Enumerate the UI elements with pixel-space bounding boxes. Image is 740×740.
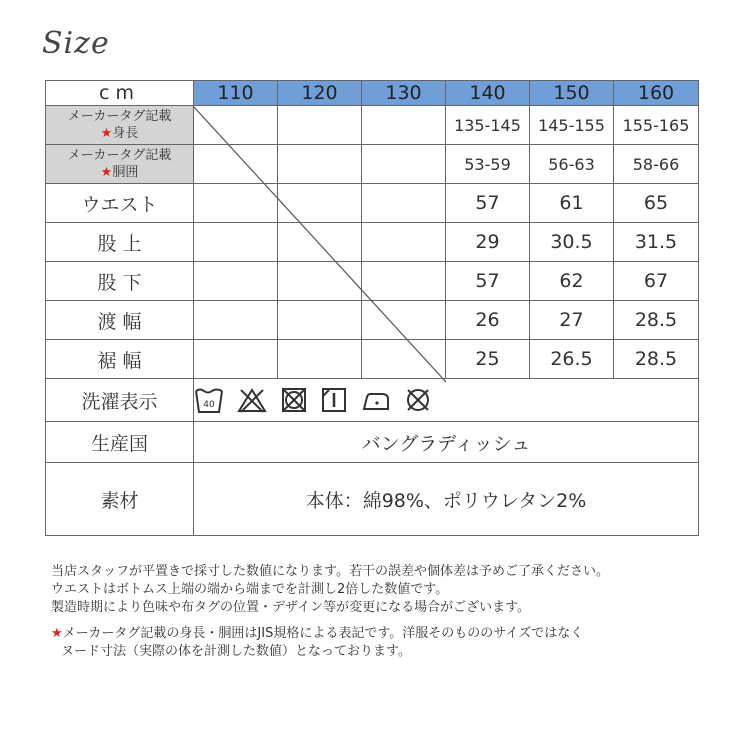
size-header-150: 150 bbox=[530, 81, 614, 106]
empty-cell bbox=[278, 340, 362, 379]
wash-row bbox=[46, 379, 699, 422]
empty-cell bbox=[194, 184, 278, 223]
wash-label: 洗濯表示 bbox=[46, 379, 194, 422]
empty-cell bbox=[278, 184, 362, 223]
table-row bbox=[46, 223, 699, 262]
empty-cell bbox=[278, 262, 362, 301]
star-icon: ★ bbox=[100, 126, 113, 141]
empty-cell bbox=[362, 301, 446, 340]
table-cell: 61 bbox=[530, 184, 614, 223]
empty-cell bbox=[362, 340, 446, 379]
country-row bbox=[46, 422, 699, 463]
size-header-160: 160 bbox=[614, 81, 699, 106]
table-cell: 62 bbox=[530, 262, 614, 301]
tag-waist-label bbox=[46, 145, 194, 184]
empty-cell bbox=[194, 106, 278, 145]
country-value: バングラディッシュ bbox=[194, 422, 699, 463]
table-cell: 28.5 bbox=[614, 340, 699, 379]
no-tumble-dry-icon bbox=[280, 386, 308, 414]
row-label-thigh: 渡 幅 bbox=[46, 301, 194, 340]
wash-40-icon bbox=[194, 386, 224, 414]
tag-height-label bbox=[46, 106, 194, 145]
empty-cell bbox=[194, 301, 278, 340]
table-cell: 27 bbox=[530, 301, 614, 340]
table-row bbox=[46, 262, 699, 301]
table-cell: 26 bbox=[446, 301, 530, 340]
table-cell: 25 bbox=[446, 340, 530, 379]
material-row bbox=[46, 463, 699, 536]
row-label-hem: 裾 幅 bbox=[46, 340, 194, 379]
table-row bbox=[46, 145, 699, 184]
country-label: 生産国 bbox=[46, 422, 194, 463]
line-dry-icon bbox=[320, 386, 348, 414]
row-label-waist: ウエスト bbox=[46, 184, 194, 223]
size-header-130: 130 bbox=[362, 81, 446, 106]
unit-label: cm bbox=[46, 81, 194, 106]
table-row bbox=[46, 301, 699, 340]
material-value: 本体：綿98%、ポリウレタン2% bbox=[194, 463, 699, 536]
svg-text:40: 40 bbox=[203, 400, 215, 410]
table-cell: 31.5 bbox=[614, 223, 699, 262]
table-cell: 65 bbox=[614, 184, 699, 223]
tag-height-text: 身長 bbox=[112, 126, 139, 141]
size-header-140: 140 bbox=[446, 81, 530, 106]
no-bleach-icon bbox=[236, 386, 268, 414]
table-cell: 135-145 bbox=[446, 106, 530, 145]
empty-cell bbox=[362, 106, 446, 145]
tag-waist-text: 胴囲 bbox=[112, 165, 139, 180]
size-header-120: 120 bbox=[278, 81, 362, 106]
empty-cell bbox=[194, 223, 278, 262]
table-cell: 145-155 bbox=[530, 106, 614, 145]
no-dry-clean-icon bbox=[404, 386, 432, 414]
table-cell: 26.5 bbox=[530, 340, 614, 379]
star-icon: ★ bbox=[51, 626, 63, 641]
empty-cell bbox=[278, 301, 362, 340]
note-line: 当店スタッフが平置きで採寸した数値になります。若干の誤差や個体差は予めご了承ください。 bbox=[51, 564, 609, 579]
empty-cell bbox=[278, 223, 362, 262]
note-line: 製造時期により色味や布タグの位置・デザイン等が変更になる場合がございます。 bbox=[51, 600, 531, 615]
size-notes bbox=[51, 563, 721, 661]
empty-cell bbox=[362, 184, 446, 223]
table-cell: 58-66 bbox=[614, 145, 699, 184]
size-table bbox=[45, 80, 699, 536]
size-header-row bbox=[46, 81, 699, 106]
empty-cell bbox=[278, 145, 362, 184]
empty-cell bbox=[194, 340, 278, 379]
row-label-rise: 股 上 bbox=[46, 223, 194, 262]
iron-low-icon bbox=[360, 386, 392, 414]
table-cell: 28.5 bbox=[614, 301, 699, 340]
empty-cell bbox=[362, 262, 446, 301]
table-cell: 30.5 bbox=[530, 223, 614, 262]
wash-icons-cell bbox=[194, 379, 699, 422]
table-cell: 29 bbox=[446, 223, 530, 262]
row-label-inseam: 股 下 bbox=[46, 262, 194, 301]
empty-cell bbox=[362, 223, 446, 262]
table-row bbox=[46, 106, 699, 145]
table-row bbox=[46, 184, 699, 223]
empty-cell bbox=[362, 145, 446, 184]
material-label: 素材 bbox=[46, 463, 194, 536]
table-cell: 56-63 bbox=[530, 145, 614, 184]
empty-cell bbox=[194, 145, 278, 184]
table-cell: 57 bbox=[446, 262, 530, 301]
size-header-110: 110 bbox=[194, 81, 278, 106]
empty-cell bbox=[278, 106, 362, 145]
note-line: ウエストはボトムス上端の端から端までを計測し2倍した数値です。 bbox=[51, 582, 449, 597]
table-cell: 155-165 bbox=[614, 106, 699, 145]
note-line: メーカータグ記載の身長・胴囲はJIS規格による表記です。洋服そのもののサイズではなく bbox=[62, 626, 584, 641]
empty-cell bbox=[194, 262, 278, 301]
tag-note: メーカータグ記載 bbox=[67, 148, 172, 163]
table-cell: 53-59 bbox=[446, 145, 530, 184]
tag-note: メーカータグ記載 bbox=[67, 109, 172, 124]
table-cell: 57 bbox=[446, 184, 530, 223]
page-title: Size bbox=[42, 26, 110, 61]
star-icon: ★ bbox=[100, 165, 113, 180]
table-row bbox=[46, 340, 699, 379]
table-cell: 67 bbox=[614, 262, 699, 301]
note-line: ヌード寸法（実際の体を計測した数値）となっております。 bbox=[61, 644, 411, 659]
